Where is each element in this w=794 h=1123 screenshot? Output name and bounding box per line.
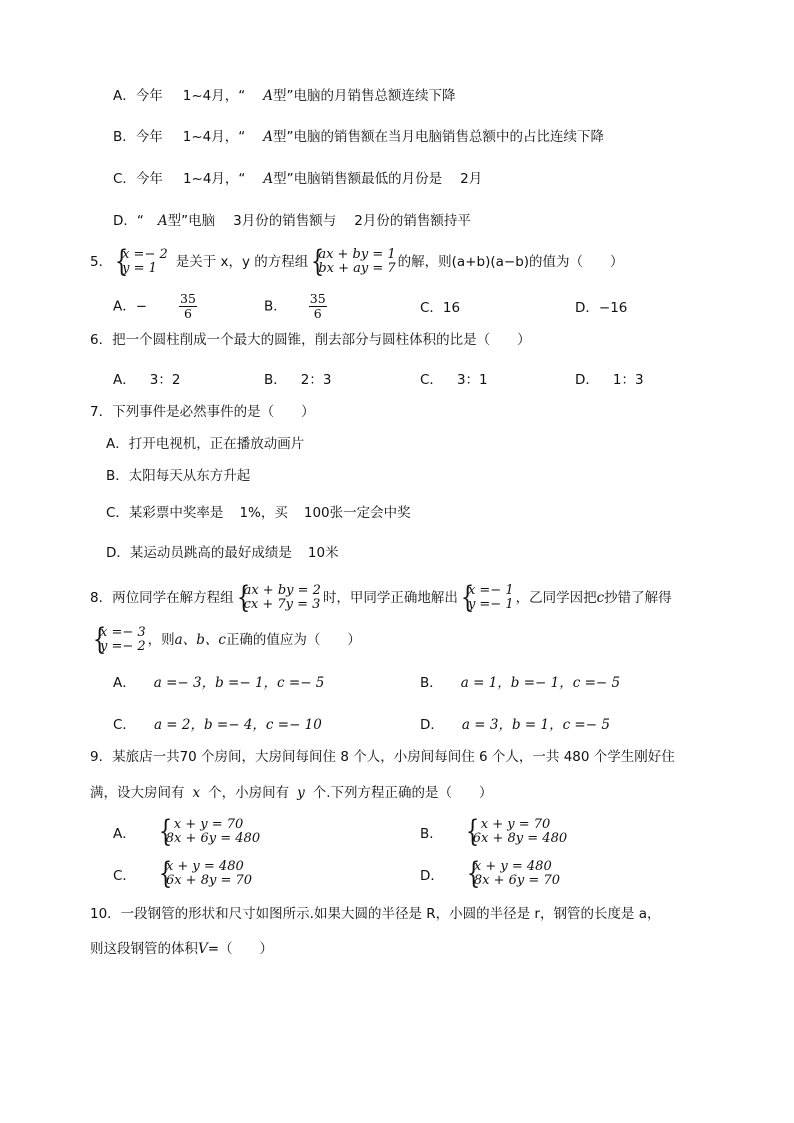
q8-sol-a-row2: y =− 1 xyxy=(467,597,514,612)
q9-option-d-label: D． xyxy=(420,868,444,884)
q4-option-d-mid: 型”电脑 xyxy=(167,213,216,229)
q9-line1-text: 9．某旅店一共70 个房间，大房间每间住 8 个人，小房间每间住 6 个人，一共 480 个学生刚好住 xyxy=(90,749,675,765)
q4-option-d-feb: 2月份的销售额持平 xyxy=(354,213,471,229)
q6-option-c-label: C． xyxy=(420,372,443,388)
q4-option-b-text: 型”电脑的销售额在当月电脑销售总额中的占比连续下降 xyxy=(273,129,604,145)
q8-option-b xyxy=(420,671,620,691)
q10-stem-line1 xyxy=(90,904,661,924)
q9-var-y: y xyxy=(297,785,305,801)
q8-option-b-text: a = 1，b =− 1，c =− 5 xyxy=(460,675,621,691)
q8-line2-prefix: ，则 xyxy=(147,632,175,648)
q7-option-a-text: A．打开电视机，正在播放动画片 xyxy=(106,436,305,452)
q8-option-a xyxy=(113,671,324,691)
q5-option-c xyxy=(420,296,460,316)
q8-option-c-text: a = 2，b =− 4，c =− 10 xyxy=(153,717,322,733)
q4-option-d-prefix: D．“ xyxy=(113,213,144,229)
q5-option-a-num: 35 xyxy=(180,291,196,306)
q5-option-a-den: 6 xyxy=(184,306,192,321)
q6-option-c xyxy=(420,368,488,388)
q9-option-b-row2: 6x + 8y = 480 xyxy=(472,831,568,846)
q8-sol-a-row1: { x =− 1 xyxy=(467,583,514,598)
q9-option-c xyxy=(113,860,254,888)
q6-option-b-text: 2：3 xyxy=(300,372,332,388)
q4-option-c-range: 1~4月，“ xyxy=(182,171,246,187)
q5-stem xyxy=(90,248,624,276)
q4-option-a-range: 1~4月，“ xyxy=(182,88,246,104)
q7-option-b-text: B．太阳每天从东方升起 xyxy=(106,468,251,484)
q7-option-b xyxy=(106,466,250,486)
q9-line2-text: 个.下列方程正确的是（ ） xyxy=(312,785,493,801)
q6-option-d xyxy=(575,368,644,388)
q9-option-d xyxy=(420,860,562,888)
q8-prefix: 8．两位同学在解方程组 xyxy=(90,590,234,606)
q4-option-c-month: 2月 xyxy=(460,171,483,187)
q8-line2-text: 正确的值应为（ ） xyxy=(225,632,361,648)
q8-eq-row1: { ax + by = 2 xyxy=(243,583,321,598)
q4-option-a-text: 型”电脑的月销售总额连续下降 xyxy=(272,88,456,104)
q10-line1-text: 10．一段钢管的形状和尺寸如图所示.如果大圆的半径是 R，小圆的半径是 r，钢管的长度是 a， xyxy=(90,906,661,922)
q5-text2: 的解，则(a+b)(a−b)的值为（ ） xyxy=(397,254,624,270)
q5-option-a-label: A．− xyxy=(113,298,148,315)
q4-option-c-var: A xyxy=(263,171,274,187)
q9-option-c-row2: 6x + 8y = 70 xyxy=(165,873,253,888)
q4-option-c-prefix: C．今年 xyxy=(113,171,163,187)
q9-var-x: x xyxy=(192,785,201,801)
q6-stem-text: 6．把一个圆柱削成一个最大的圆锥，削去部分与圆柱体积的比是（ ） xyxy=(90,332,531,348)
q5-option-b-num: 35 xyxy=(309,291,326,306)
q8-option-b-label: B． xyxy=(420,675,443,691)
q5-sol-row1: { x =− 2 xyxy=(122,247,168,262)
q6-option-a xyxy=(113,368,180,388)
q5-eq-row2: bx + ay = 7 xyxy=(318,261,396,276)
q9-option-a-row2: 8x + 6y = 480 xyxy=(165,831,261,846)
q5-option-b xyxy=(264,292,329,321)
q9-line2-mid: 个，小房间有 xyxy=(208,785,290,801)
q8-option-d xyxy=(420,713,610,733)
q5-sol-row2: y = 1 xyxy=(122,261,157,276)
q9-option-a xyxy=(113,818,262,846)
q4-option-b-range: 1~4月，“ xyxy=(182,129,246,145)
q5-option-c-text: C．16 xyxy=(420,300,461,316)
q5-option-b-den: 6 xyxy=(313,306,322,321)
q5-option-d xyxy=(575,296,627,316)
q6-option-b-label: B． xyxy=(264,372,287,388)
q9-option-a-label: A． xyxy=(113,826,136,842)
q5-option-d-text: D．−16 xyxy=(575,300,628,316)
q7-option-c xyxy=(106,503,411,523)
q7-option-a xyxy=(106,434,304,454)
q8-post: ，乙同学因把 xyxy=(515,590,597,606)
q8-stem-line2 xyxy=(90,626,361,654)
q9-option-a-row1: { x + y = 70 xyxy=(173,817,244,832)
q7-option-d xyxy=(106,543,339,563)
q7-option-c-text: 100张一定会中奖 xyxy=(303,505,411,521)
q8-option-a-text: a =− 3，b =− 1，c =− 5 xyxy=(153,675,325,691)
q9-option-b-system xyxy=(465,818,567,846)
q9-stem-line1 xyxy=(90,747,675,767)
q10-var-v: V xyxy=(198,941,208,957)
q10-line2-text: =（ ） xyxy=(207,941,274,957)
q9-line2-prefix: 满，设大房间有 xyxy=(90,785,185,801)
q7-option-c-percent: 1%，买 xyxy=(239,505,288,521)
q10-line2-prefix: 则这段钢管的体积 xyxy=(90,941,198,957)
q8-mid: 时，甲同学正确地解出 xyxy=(322,590,458,606)
q8-stem-line1 xyxy=(90,584,672,612)
q6-option-a-text: 3：2 xyxy=(149,372,181,388)
q6-stem xyxy=(90,330,531,350)
q5-option-b-fraction xyxy=(309,292,327,321)
q8-option-c-label: C． xyxy=(113,717,136,733)
q8-post2: 抄错了解得 xyxy=(604,590,672,606)
q5-option-a-fraction xyxy=(179,292,197,321)
q9-option-b-row1: { x + y = 70 xyxy=(480,817,551,832)
q8-option-a-label: A． xyxy=(113,675,136,691)
q6-option-c-text: 3：1 xyxy=(456,372,488,388)
q7-stem xyxy=(90,402,315,422)
q4-option-c xyxy=(113,169,482,189)
q5-number: 5． xyxy=(90,254,113,270)
q4-option-d-var: A xyxy=(157,213,168,229)
q6-option-d-text: 1：3 xyxy=(612,372,644,388)
q8-var-c: c xyxy=(596,590,605,606)
q8-option-d-label: D． xyxy=(420,717,444,733)
q5-solution-system xyxy=(114,248,168,276)
q8-solution-b xyxy=(92,626,146,654)
q4-option-a-var: A xyxy=(263,88,273,104)
q7-option-d-text: 10米 xyxy=(307,545,339,561)
q4-option-a xyxy=(113,86,455,106)
q8-equation-system xyxy=(236,584,321,612)
q8-solution-a xyxy=(460,584,514,612)
q9-stem-line2 xyxy=(90,783,493,803)
q5-option-a xyxy=(113,292,199,321)
q4-option-d-march: 3月份的销售额与 xyxy=(233,213,337,229)
q9-option-b xyxy=(420,818,569,846)
q9-option-d-row2: 8x + 6y = 70 xyxy=(473,873,560,888)
q4-option-b-prefix: B．今年 xyxy=(113,129,163,145)
q4-option-a-prefix: A．今年 xyxy=(113,88,163,104)
q7-stem-text: 7．下列事件是必然事件的是（ ） xyxy=(90,404,315,420)
q9-option-a-system xyxy=(158,818,260,846)
q8-eq-row2: cx + 7y = 3 xyxy=(243,597,321,612)
q5-equation-system xyxy=(310,248,395,276)
q4-option-b-var: A xyxy=(263,129,273,145)
q7-option-d-prefix: D．某运动员跳高的最好成绩是 xyxy=(106,545,292,561)
q8-option-c xyxy=(113,713,322,733)
q9-option-c-row1: { x + y = 480 xyxy=(165,859,244,874)
q8-sol-b-row2: y =− 2 xyxy=(100,639,146,654)
q9-option-c-label: C． xyxy=(113,868,136,884)
q7-option-c-prefix: C．某彩票中奖率是 xyxy=(106,505,224,521)
q6-option-d-label: D． xyxy=(575,372,599,388)
q9-option-c-system xyxy=(158,860,252,888)
q9-option-d-system xyxy=(466,860,560,888)
q9-option-d-row1: { x + y = 480 xyxy=(473,859,552,874)
q5-option-b-label: B． xyxy=(264,298,287,315)
q8-option-d-text: a = 3，b = 1，c =− 5 xyxy=(461,717,610,733)
q4-option-c-text: 型”电脑销售额最低的月份是 xyxy=(273,171,443,187)
q4-option-b xyxy=(113,127,604,147)
q4-option-d xyxy=(113,211,471,231)
q6-option-b xyxy=(264,368,331,388)
q10-stem-line2 xyxy=(90,939,273,959)
q5-text1: 是关于 x，y 的方程组 xyxy=(175,254,309,270)
q6-option-a-label: A． xyxy=(113,372,136,388)
q5-eq-row1: { ax + by = 1 xyxy=(318,247,396,262)
q9-option-b-label: B． xyxy=(420,826,443,842)
q8-sol-b-row1: { x =− 3 xyxy=(100,625,146,640)
q8-line2-vars: a、b、c xyxy=(174,632,226,648)
